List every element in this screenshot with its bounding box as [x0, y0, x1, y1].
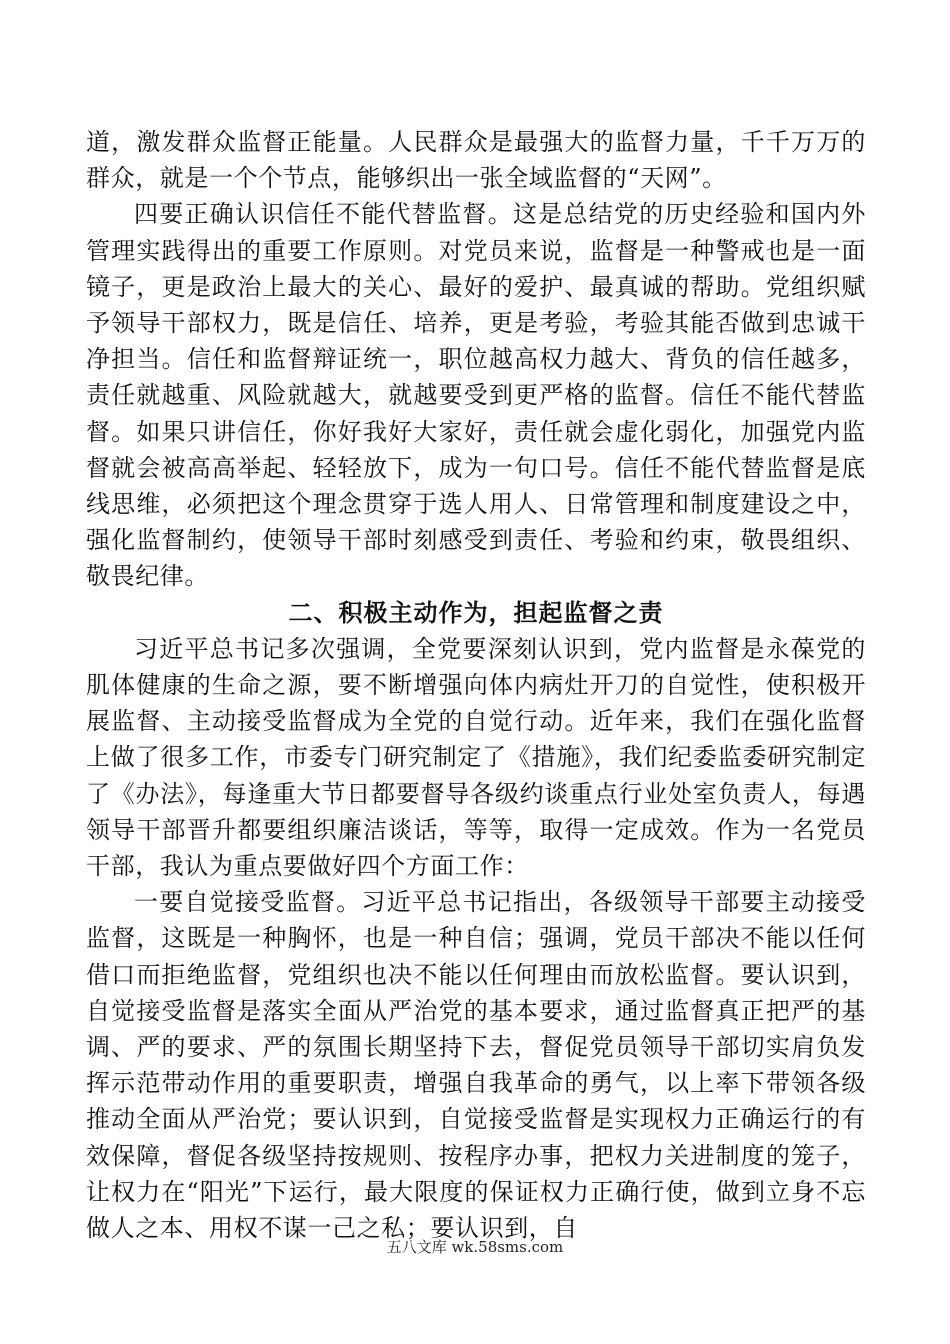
- document-body: [86, 124, 866, 1246]
- page-footer: 五八文库 wk.58sms.com: [386, 1238, 564, 1256]
- paragraph-accept-supervision: 一要自觉接受监督。习近平总书记指出，各级领导干部要主动接受监督，这既是一种胸怀，也是一种自信；强调，党员干部决不能以任何借口而拒绝监督，党组织也决不能以任何理由而放松监督。要认识到，自觉接受监督是落实全面从严治党的基本要求，通过监督真正把严的基调、严的要求、严的氛围长期坚持下去，督促党员领导干部切实肩负发挥示范带动作用的重要职责，增强自我革命的勇气，以上率下带领各级推动全面从严治党；要认识到，自觉接受监督是实现权力正确运行的有效保障，督促各级坚持按规则、按程序办事，把权力关进制度的笼子，让权力在“阳光”下运行，最大限度的保证权力正确行使，做到立身不忘做人之本、用权不谋一己之私；要认识到，自: [86, 888, 866, 1243]
- paragraph-section-intro: 习近平总书记多次强调，全党要深刻认识到，党内监督是永葆党的肌体健康的生命之源，要不断增强向体内病灶开刀的自觉性，使积极开展监督、主动接受监督成为全党的自觉行动。近年来，我们在强化监督上做了很多工作，市委专门研究制定了《措施》，我们纪委监委研究制定了《办法》，每逢重大节日都要督导各级约谈重点行业处室负责人，每遇领导干部晋升都要组织廉洁谈话，等等，取得一定成效。作为一名党员干部，我认为重点要做好四个方面工作：: [86, 634, 866, 881]
- paragraph-trust-not-replace-supervision: 四要正确认识信任不能代替监督。这是总结党的历史经验和国内外管理实践得出的重要工作原则。对党员来说，监督是一种警戒也是一面镜子，更是政治上最大的关心、最好的爱护、最真诚的帮助。党组织赋予领导干部权力，既是信任、培养，更是考验，考验其能否做到忠诚干净担当。信任和监督辩证统一，职位越高权力越大、背负的信任越多，责任就越重、风险就越大，就越要受到更严格的监督。信任不能代替监督。如果只讲信任，你好我好大家好，责任就会虚化弱化，加强党内监督就会被高高举起、轻轻放下，成为一句口号。信任不能代替监督是底线思维，必须把这个理念贯穿于选人用人、日常管理和制度建设之中，强化监督制约，使领导干部时刻感受到责任、考验和约束，敬畏组织、敬畏纪律。: [86, 200, 866, 591]
- paragraph-continuation: 道，激发群众监督正能量。人民群众是最强大的监督力量，千千万万的群众，就是一个个节点，能够织出一张全域监督的“天网”。: [86, 128, 866, 193]
- section-heading: 二、积极主动作为，担起监督之责: [288, 598, 664, 627]
